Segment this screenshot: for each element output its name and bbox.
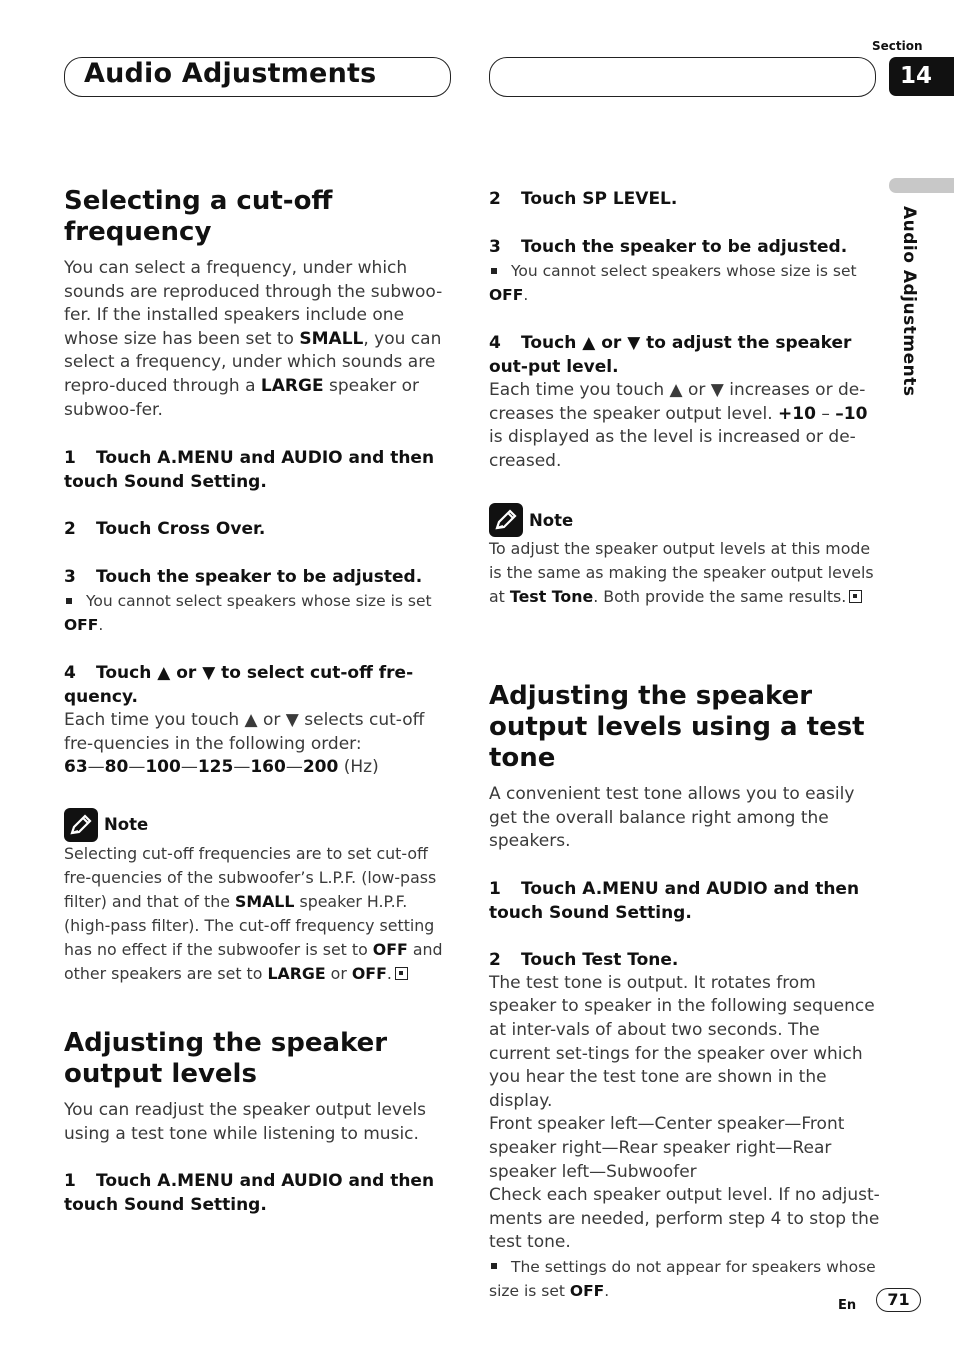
testtone-body-1: The test tone is output. It rotates from speaker to speaker in the following sequence at inter-vals of about two seconds. The current set-tings for the speaker over which you hear the test tone are shown in the display. [489,972,875,1111]
cutoff-bullet: You cannot select speakers whose size is set OFF. [64,592,432,635]
cutoff-step-4: 4 Touch ▲ or ▼ to select cut-off fre-quency. [64,663,414,708]
bullet-square-icon [491,268,497,274]
cutoff-note-header [64,808,456,842]
bullet-square-icon [66,598,72,604]
levels-step-2: 2 Touch SP LEVEL. [489,189,678,209]
levels-heading: Adjusting the speaker output levels [64,1028,388,1089]
cutoff-frequency-order: 63—80—100—125—160—200 (Hz) [64,757,379,778]
levels-bullet: You cannot select speakers whose size is set OFF. [489,262,857,304]
cutoff-step-2: 2 Touch Cross Over. [64,519,266,540]
levels-continued [489,187,881,609]
testtone-step-2: 2 Touch Test Tone. [489,949,679,970]
page-number: 71 [876,1288,921,1312]
cutoff-note-text: Selecting cut-off frequencies are to set cut-off fre-quencies of the subwoofer’s L.P.F. (low-pass filter) and that of the SMALL speaker H.P.F. (high-pass filter). The cut-off frequency setting has no effect if the subwoofer is set to OFF and other speakers are set to LARGE or OFF. [64,843,443,983]
testtone-step-1: 1 Touch A.MENU and AUDIO and then touch Sound Setting. [489,878,860,923]
cutoff-section [64,186,456,986]
cutoff-heading: Selecting a cut-off frequency [64,186,333,247]
bullet-square-icon [491,1263,497,1269]
testtone-heading: Adjusting the speaker output levels using a test tone [489,681,865,773]
note-pencil-icon [489,503,523,537]
cutoff-intro: You can select a frequency, under which sounds are reproduced through the subwoo-fer. If the installed speakers include one whose size has been set to SMALL, you can select a frequency, under which sounds are repro-duced through a LARGE speaker or subwoo-fer. [64,258,443,420]
levels-step-1: 1 Touch A.MENU and AUDIO and then touch Sound Setting. [64,1171,435,1216]
section-label: Section [872,39,923,53]
testtone-body-3: Check each speaker output level. If no adjust-ments are needed, perform step 4 to stop the test tone. [489,1185,880,1253]
testtone-sequence: Front speaker left—Center speaker—Front speaker right—Rear speaker right—Rear speaker left—Subwoofer [489,1114,845,1182]
note-label: Note [529,510,574,530]
end-mark-icon [849,590,862,603]
header-right-frame [489,57,876,97]
testtone-section [489,681,881,1303]
testtone-intro: A convenient test tone allows you to easily get the overall balance right among the speakers. [489,784,855,852]
levels-note-text: To adjust the speaker output levels at this mode is the same as making the speaker output levels at Test Tone. Both provide the same results. [489,539,874,607]
side-tab-text: Audio Adjustments [899,206,919,397]
note-pencil-icon [64,808,98,842]
levels-section [64,1028,456,1217]
end-mark-icon [395,967,408,980]
header-title: Audio Adjustments [84,58,377,89]
testtone-bullet: The settings do not appear for speakers whose size is set OFF. [489,1257,876,1300]
cutoff-step-4-body: Each time you touch ▲ or ▼ selects cut-off fre-quencies in the following order: [64,710,425,754]
levels-note-header [489,503,881,537]
levels-step-4: 4 Touch ▲ or ▼ to adjust the speaker out-put level. [489,333,852,377]
levels-intro: You can readjust the speaker output levels using a test tone while listening to music. [64,1100,427,1144]
levels-step-3: 3 Touch the speaker to be adjusted. [489,237,848,257]
side-tab-marker [889,178,954,193]
section-number: 14 [889,57,954,96]
levels-step-4-body: Each time you touch ▲ or ▼ increases or de-creases the speaker output level. +10 – –10 is displayed as the level is increased or de-creased. [489,380,868,471]
page-language: En [838,1298,857,1313]
note-label: Note [104,815,149,835]
cutoff-step-3: 3 Touch the speaker to be adjusted. [64,567,423,588]
cutoff-step-1: 1 Touch A.MENU and AUDIO and then touch Sound Setting. [64,448,435,493]
